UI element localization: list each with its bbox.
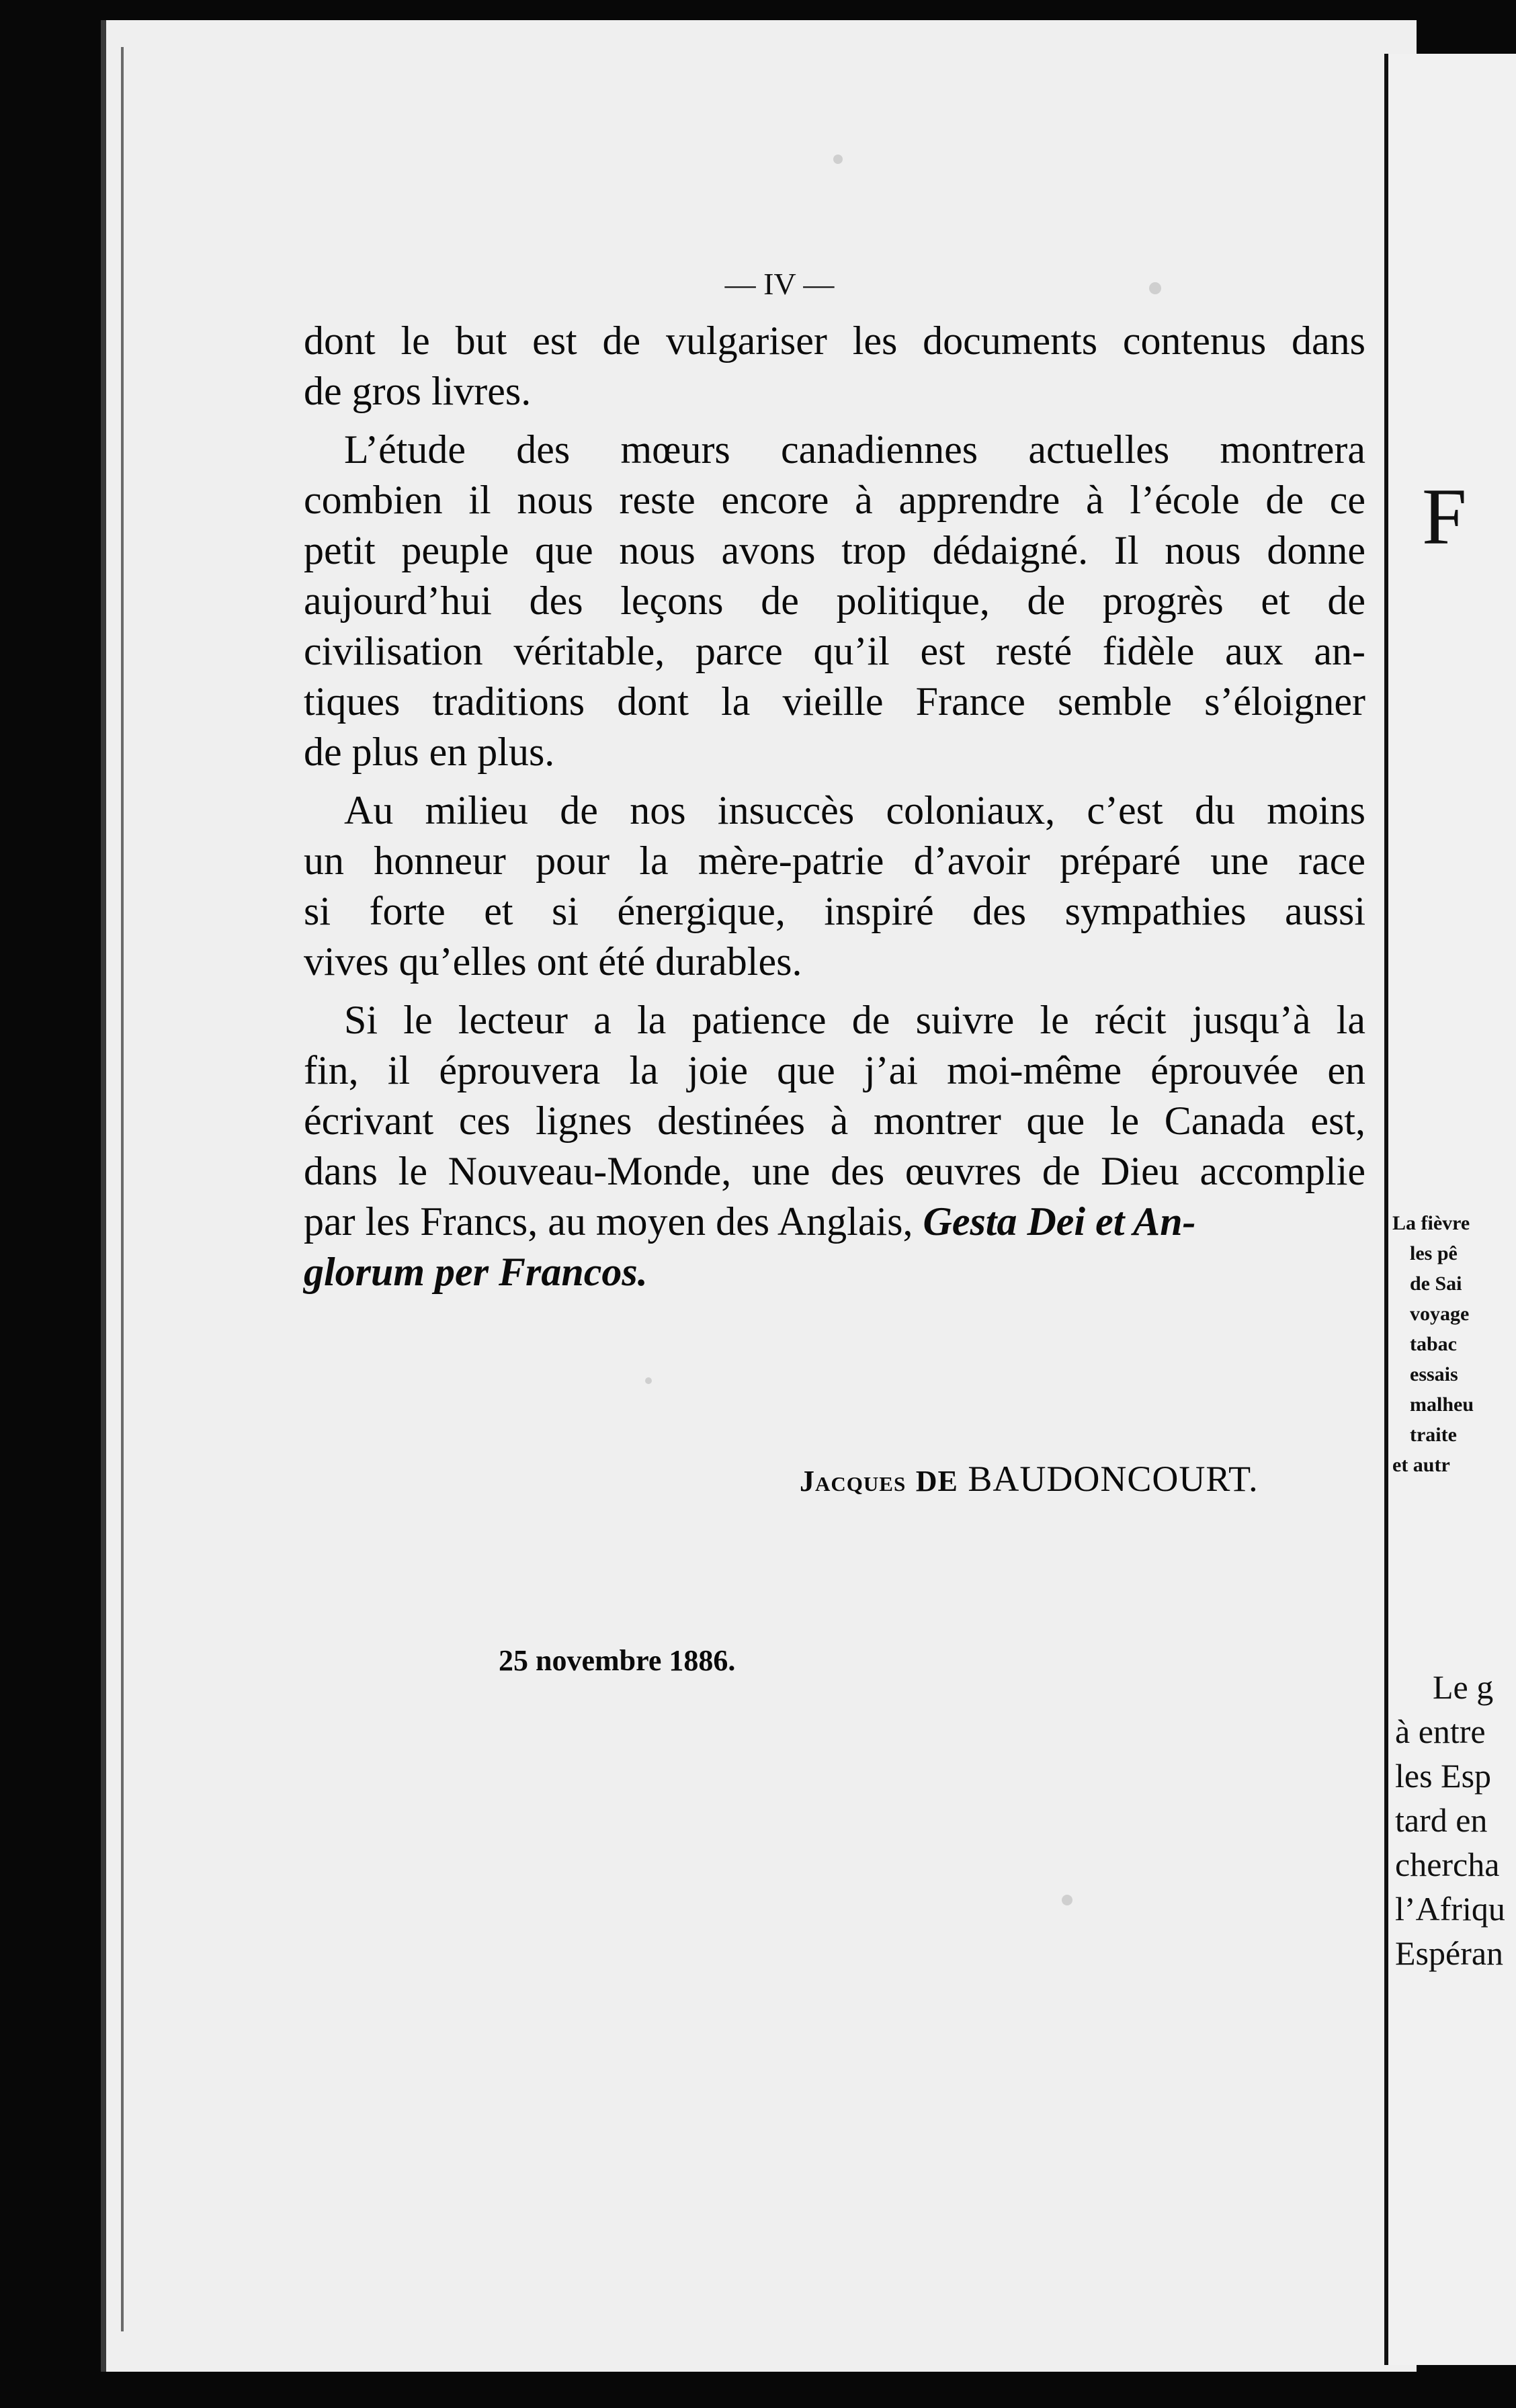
text-line: Au milieu de nos insuccès coloniaux, c’est du moins bbox=[344, 788, 1365, 832]
latin-quote-end: glorum per Francos. bbox=[304, 1250, 648, 1294]
body-line: Espéran bbox=[1395, 1934, 1504, 1972]
paragraph-4 bbox=[304, 995, 1365, 1297]
text-line: petit peuple que nous avons trop dédaigné. Il nous donne bbox=[304, 528, 1365, 572]
adjacent-page bbox=[1384, 54, 1516, 2365]
paragraph-2 bbox=[304, 425, 1365, 777]
author-signature bbox=[800, 1458, 1310, 1500]
text-line: aujourd’hui des leçons de politique, de progrès et de bbox=[304, 578, 1365, 623]
text-line: civilisation véritable, parce qu’il est resté fidèle aux an- bbox=[304, 629, 1365, 673]
paper-speck bbox=[645, 1377, 652, 1384]
text-line-with-latin bbox=[304, 1197, 1365, 1247]
text-line: de plus en plus. bbox=[304, 730, 555, 774]
summary-line: essais bbox=[1410, 1363, 1458, 1385]
signature-first-name: Jacques bbox=[800, 1465, 907, 1498]
summary-line: de Sai bbox=[1410, 1273, 1462, 1295]
paragraph-1 bbox=[304, 316, 1365, 417]
text-line: tiques traditions dont la vieille France semble s’éloigner bbox=[304, 679, 1365, 724]
signature-surname: BAUDONCOURT. bbox=[968, 1459, 1259, 1499]
page-number-header: — IV — bbox=[724, 267, 835, 301]
paper-speck bbox=[833, 155, 843, 164]
summary-line: malheu bbox=[1410, 1393, 1474, 1416]
preface-text bbox=[304, 316, 1365, 1305]
body-line: Le g bbox=[1433, 1668, 1494, 1706]
text-line: Si le lecteur a la patience de suivre le récit jusqu’à la bbox=[344, 998, 1365, 1042]
text-line: L’étude des mœurs canadiennes actuelles montrera bbox=[344, 427, 1365, 472]
text-line: écrivant ces lignes destinées à montrer que le Canada est, bbox=[304, 1099, 1365, 1143]
text-line: fin, il éprouvera la joie que j’ai moi-même éprouvée en bbox=[304, 1048, 1365, 1092]
summary-line: La fièvre bbox=[1392, 1212, 1470, 1234]
paragraph-3 bbox=[304, 785, 1365, 987]
text-line: combien il nous reste encore à apprendre à l’école de ce bbox=[304, 478, 1365, 522]
text-line: dont le but est de vulgariser les documents contenus dans bbox=[304, 318, 1365, 363]
body-line: à entre bbox=[1395, 1713, 1486, 1750]
body-line: tard en bbox=[1395, 1801, 1488, 1839]
paper-speck bbox=[1062, 1895, 1072, 1905]
summary-line: voyage bbox=[1410, 1303, 1470, 1325]
paper-speck bbox=[1149, 282, 1161, 294]
summary-line: traite bbox=[1410, 1424, 1457, 1446]
summary-line: les pê bbox=[1410, 1242, 1458, 1264]
body-line: les Esp bbox=[1395, 1757, 1492, 1795]
text-line: si forte et si énergique, inspiré des sympathies aussi bbox=[304, 889, 1365, 933]
text-line: dans le Nouveau-Monde, une des œuvres de Dieu accomplie bbox=[304, 1149, 1365, 1193]
adjacent-heading-fragment: F bbox=[1422, 472, 1467, 561]
latin-quote: Gesta Dei et An- bbox=[923, 1199, 1196, 1244]
text-line: de gros livres. bbox=[304, 369, 532, 413]
body-line: chercha bbox=[1395, 1846, 1500, 1883]
text-line: vives qu’elles ont été durables. bbox=[304, 939, 802, 984]
body-line: l’Afriqu bbox=[1395, 1890, 1505, 1928]
text-fragment: par les Francs, au moyen des Anglais, bbox=[304, 1199, 923, 1244]
summary-line: et autr bbox=[1392, 1454, 1450, 1476]
signature-particle: DE bbox=[915, 1465, 958, 1498]
adjacent-summary bbox=[1392, 1208, 1516, 1480]
text-line: un honneur pour la mère-patrie d’avoir préparé une race bbox=[304, 838, 1365, 883]
summary-line: tabac bbox=[1410, 1333, 1457, 1355]
date-line: 25 novembre 1886. bbox=[499, 1644, 736, 1677]
adjacent-body-text bbox=[1395, 1665, 1516, 1975]
